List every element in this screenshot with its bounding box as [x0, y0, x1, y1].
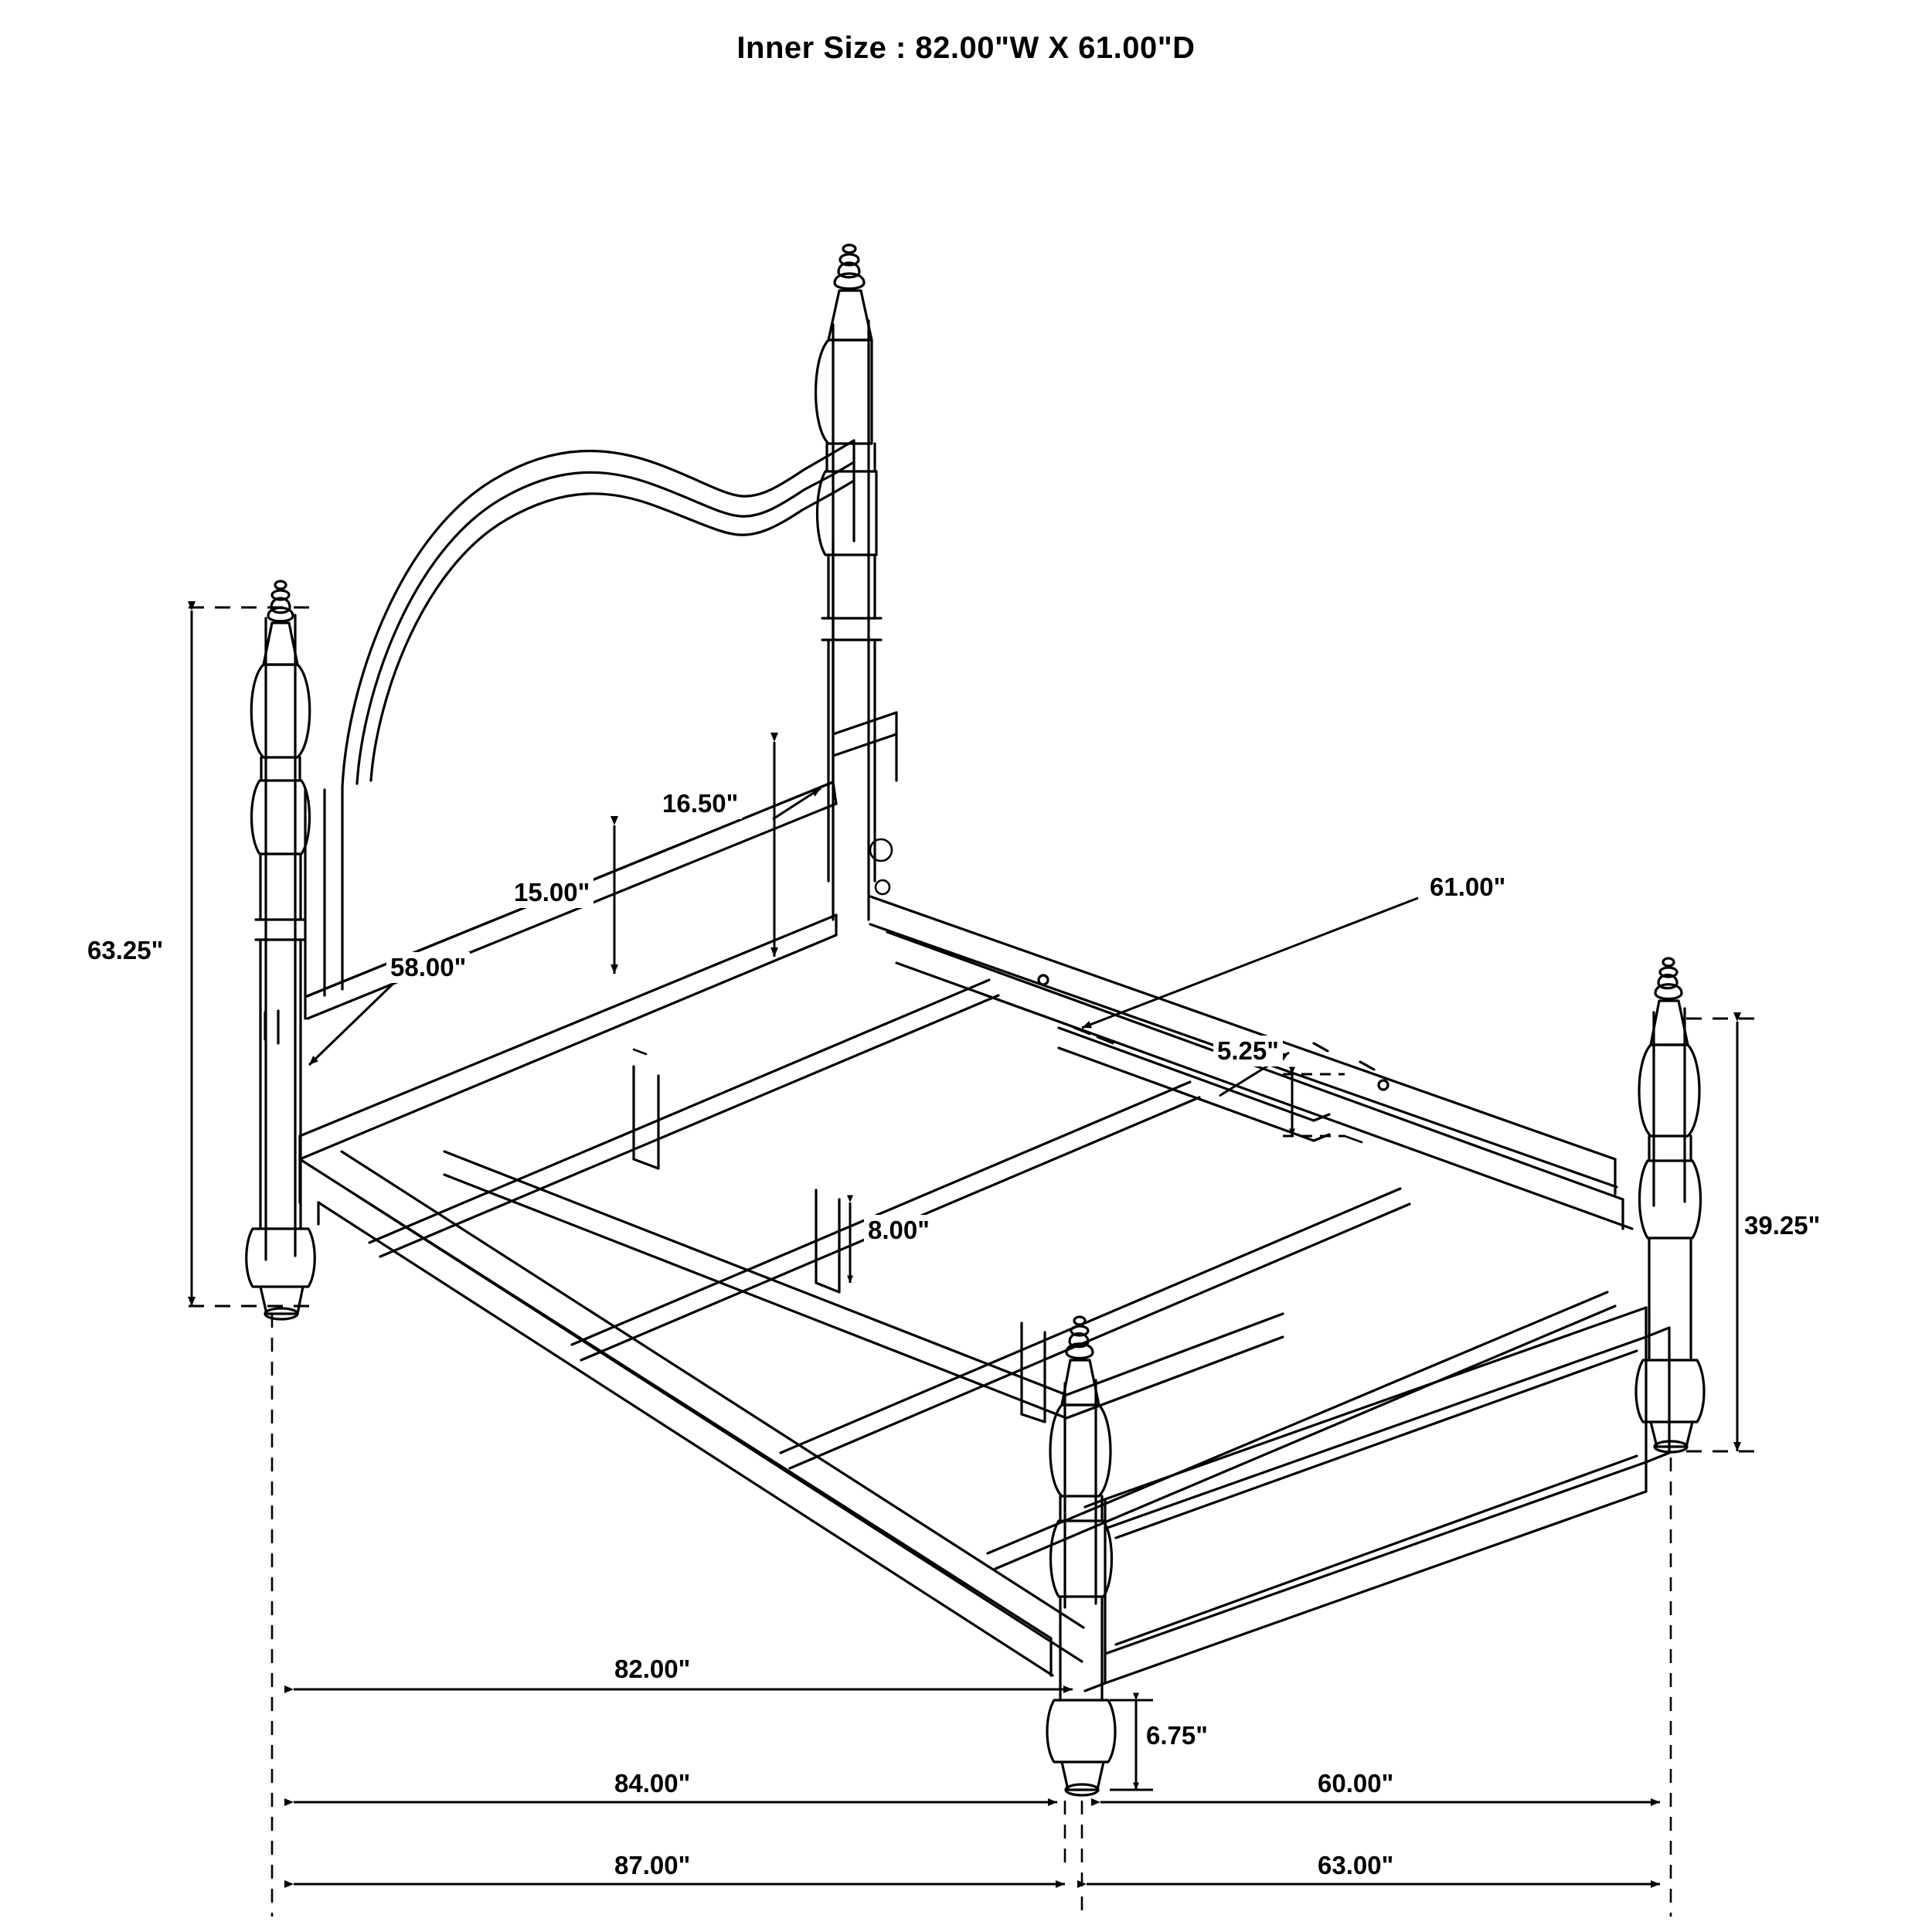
dim-label-39-25: 39.25" [1740, 1210, 1824, 1241]
bed-illustration [247, 245, 1704, 1795]
dim-label-63: 63.00" [1314, 1850, 1397, 1881]
dim-label-5-25: 5.25" [1213, 1036, 1283, 1066]
dim-label-82: 82.00" [611, 1654, 694, 1685]
dim-label-87: 87.00" [611, 1850, 694, 1881]
page-title: Inner Size : 82.00"W X 61.00"D [736, 31, 1196, 65]
dim-label-61: 61.00" [1426, 872, 1509, 903]
extension-lines [272, 1314, 1671, 1917]
dim-label-15: 15.00" [510, 877, 594, 908]
footboard-panel [1085, 1308, 1669, 1691]
post-head-right [816, 245, 882, 920]
dimension-lines [189, 607, 1762, 1917]
dim-label-6-75: 6.75" [1142, 1720, 1212, 1751]
dim-63-25 [189, 607, 309, 1306]
dim-61 [1082, 898, 1418, 1028]
dim-label-63-25: 63.25" [83, 935, 167, 966]
dim-label-84: 84.00" [611, 1768, 694, 1799]
headboard-panel [300, 440, 896, 1159]
side-rail-left [300, 1151, 1083, 1675]
slat-system [369, 980, 1615, 1569]
dim-label-8: 8.00" [864, 1215, 934, 1246]
dim-label-58: 58.00" [386, 952, 470, 983]
hardware-detail [634, 839, 1362, 1142]
dim-label-16-50: 16.50" [658, 788, 742, 819]
dim-label-60: 60.00" [1314, 1768, 1397, 1799]
